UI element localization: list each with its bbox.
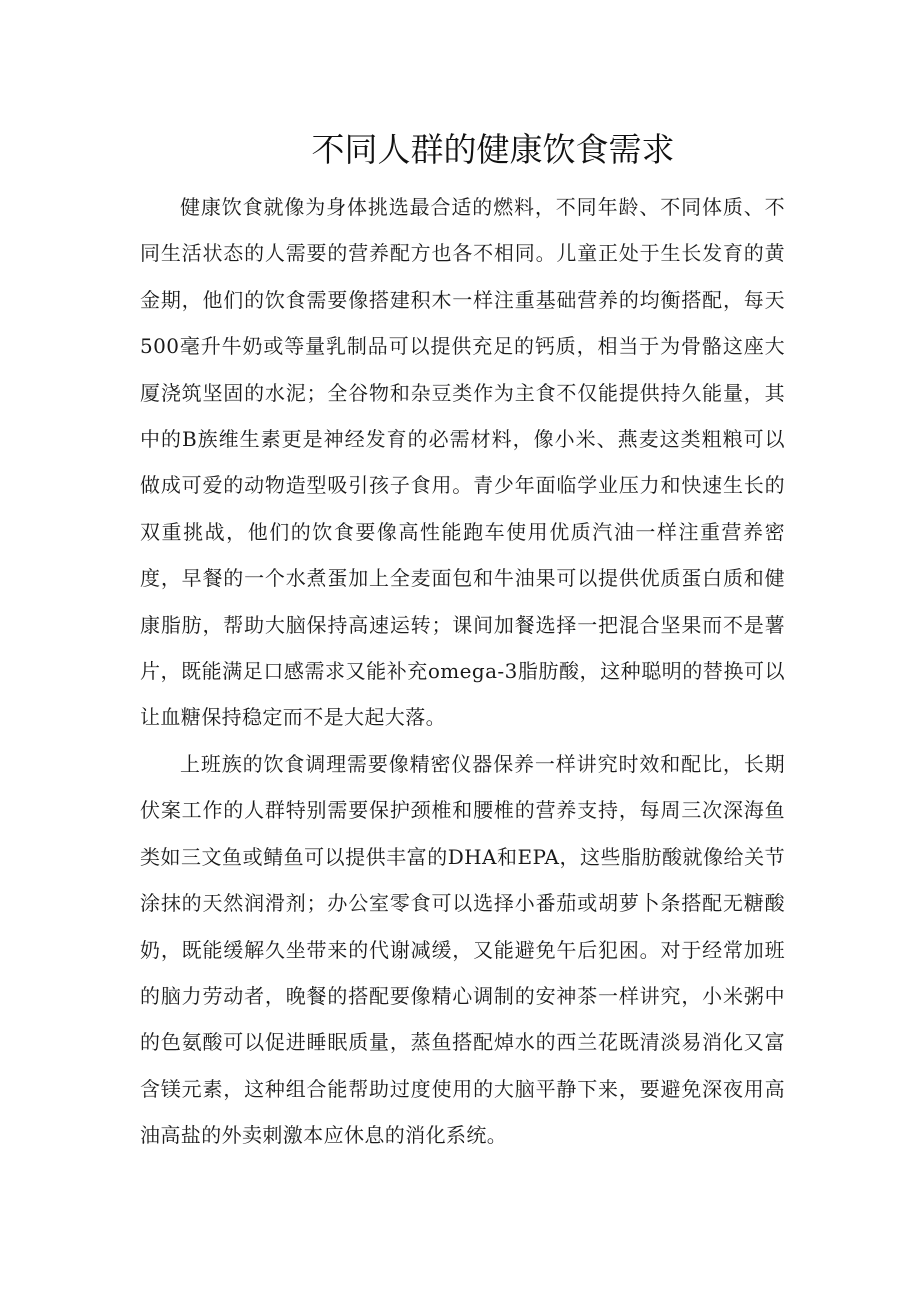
document-body: [140, 184, 785, 1159]
paragraph-children-teens: 健康饮食就像为身体挑选最合适的燃料，不同年龄、不同体质、不同生活状态的人需要的营养配方也各不相同。儿童正处于生长发育的黄金期，他们的饮食需要像搭建积木一样注重基础营养的均衡搭配，每天500毫升牛奶或等量乳制品可以提供充足的钙质，相当于为骨骼这座大厦浇筑坚固的水泥；全谷物和杂豆类作为主食不仅能提供持久能量，其中的B族维生素更是神经发育的必需材料，像小米、燕麦这类粗粮可以做成可爱的动物造型吸引孩子食用。青少年面临学业压力和快速生长的双重挑战，他们的饮食要像高性能跑车使用优质汽油一样注重营养密度，早餐的一个水煮蛋加上全麦面包和牛油果可以提供优质蛋白质和健康脂肪，帮助大脑保持高速运转；课间加餐选择一把混合坚果而不是薯片，既能满足口感需求又能补充omega-3脂肪酸，这种聪明的替换可以让血糖保持稳定而不是大起大落。: [140, 195, 785, 730]
document-title: 不同人群的健康饮食需求: [311, 130, 675, 169]
paragraph-office-workers: 上班族的饮食调理需要像精密仪器保养一样讲究时效和配比，长期伏案工作的人群特别需要保护颈椎和腰椎的营养支持，每周三次深海鱼类如三文鱼或鲭鱼可以提供丰富的DHA和EPA，这些脂肪酸就像给关节涂抹的天然润滑剂；办公室零食可以选择小番茄或胡萝卜条搭配无糖酸奶，既能缓解久坐带来的代谢减缓，又能避免午后犯困。对于经常加班的脑力劳动者，晚餐的搭配要像精心调制的安神茶一样讲究，小米粥中的色氨酸可以促进睡眠质量，蒸鱼搭配焯水的西兰花既清淡易消化又富含镁元素，这种组合能帮助过度使用的大脑平静下来，要避免深夜用高油高盐的外卖刺激本应休息的消化系统。: [140, 751, 785, 1148]
